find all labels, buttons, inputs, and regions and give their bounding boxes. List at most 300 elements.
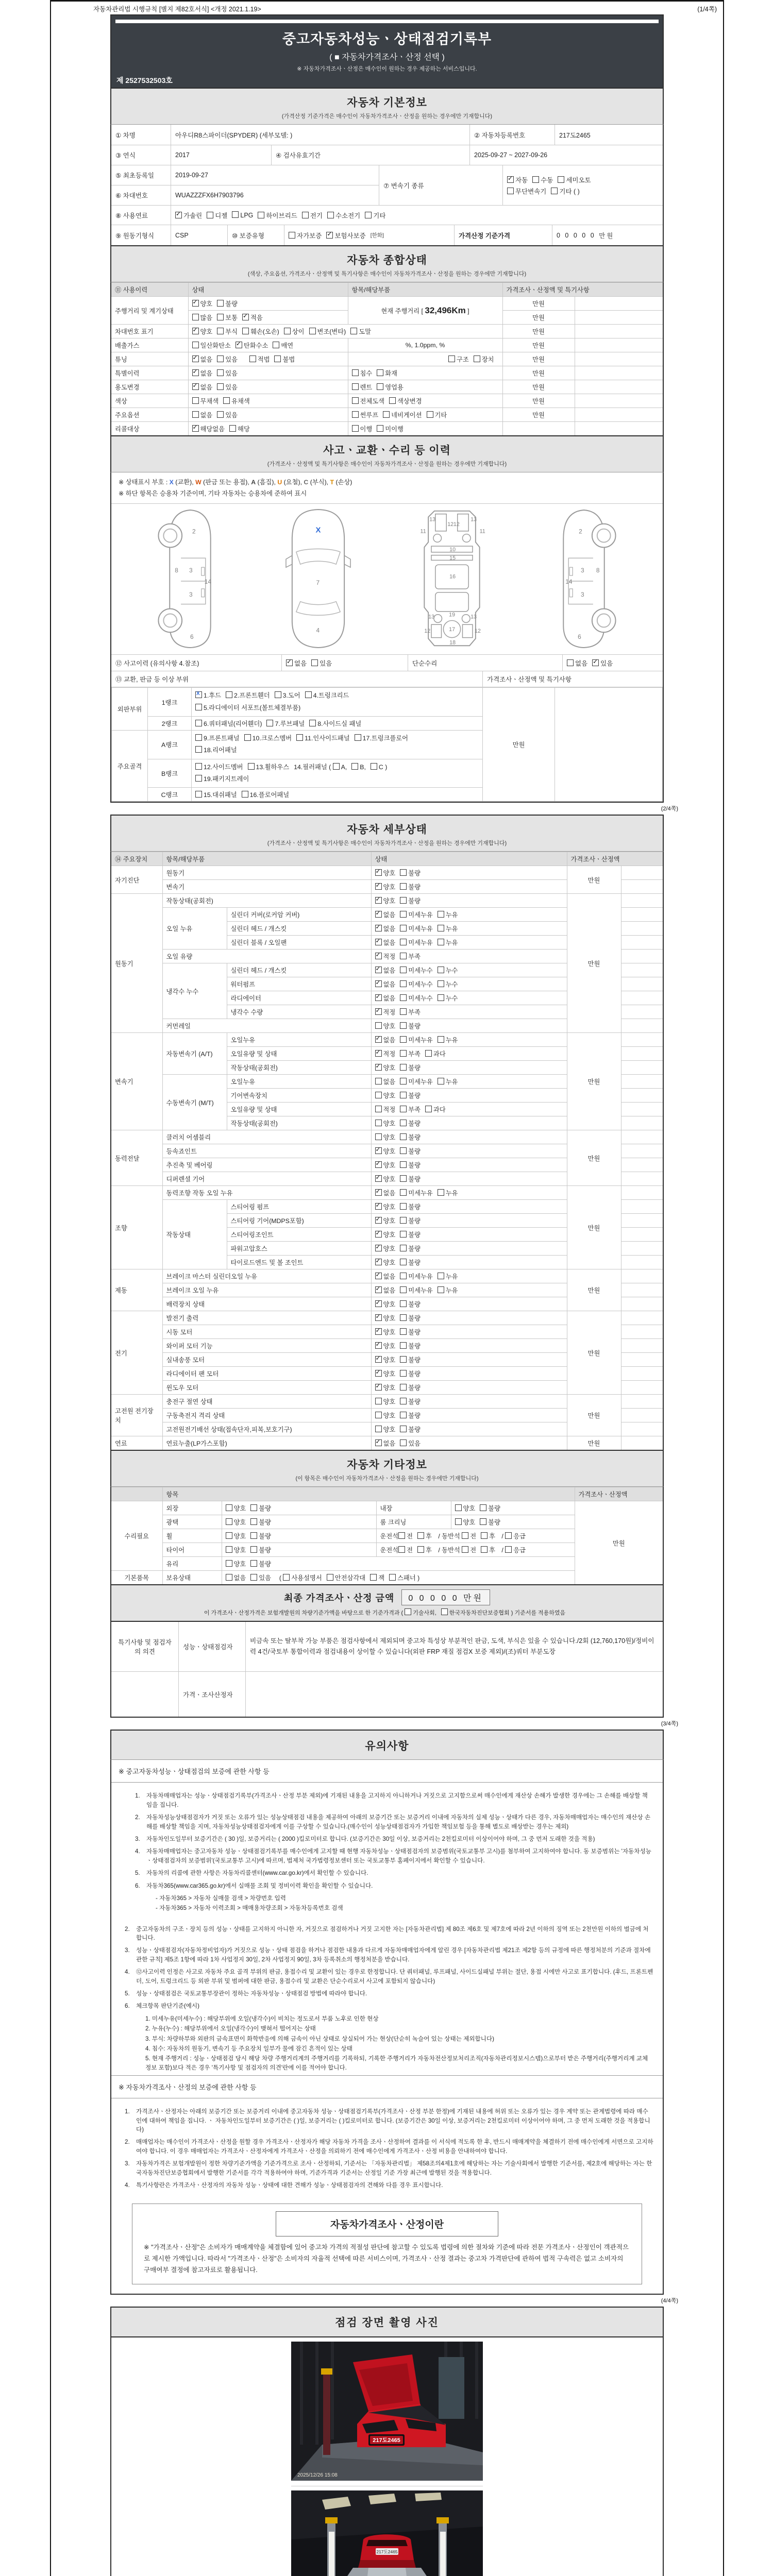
checkbox-option[interactable]: 불량: [400, 1383, 421, 1392]
checkbox-option[interactable]: 기타: [427, 410, 447, 419]
checkbox-option[interactable]: 12.사이드멤버: [195, 761, 243, 773]
checkbox[interactable]: [400, 1426, 407, 1432]
checkbox[interactable]: [192, 369, 199, 376]
checkbox[interactable]: [175, 212, 182, 218]
checkbox-option[interactable]: ✓ 보험사보증: [326, 231, 365, 240]
checkbox-option[interactable]: 있음: [217, 382, 238, 392]
checkbox-option[interactable]: 응급: [505, 1545, 526, 1554]
checkbox[interactable]: [217, 314, 224, 320]
checkbox[interactable]: [375, 1300, 382, 1307]
checkbox[interactable]: [400, 1412, 407, 1418]
checkbox-option[interactable]: 기타 ( ): [551, 187, 579, 196]
checkbox[interactable]: [375, 953, 382, 959]
checkbox[interactable]: [244, 734, 251, 741]
checkbox-option[interactable]: 썬루프: [352, 410, 379, 419]
checkbox[interactable]: [375, 1175, 382, 1182]
checkbox-option[interactable]: 양호: [226, 1559, 246, 1568]
checkbox-option[interactable]: 있음: [250, 1573, 271, 1582]
checkbox-option[interactable]: ✓ 해당없음: [192, 424, 225, 433]
checkbox-option[interactable]: 후: [481, 1545, 495, 1554]
checkbox-option[interactable]: 8.사이드실 패널: [309, 719, 361, 728]
checkbox[interactable]: [400, 1106, 407, 1112]
checkbox-option[interactable]: ✓ 없음: [375, 1272, 396, 1281]
checkbox-option[interactable]: 불량: [400, 1369, 421, 1378]
checkbox[interactable]: [375, 869, 382, 876]
checkbox-option[interactable]: 미세누수: [400, 979, 433, 989]
checkbox-option[interactable]: 영업용: [377, 382, 404, 392]
checkbox[interactable]: [195, 791, 202, 798]
checkbox[interactable]: [400, 1300, 407, 1307]
checkbox[interactable]: [375, 1064, 382, 1071]
checkbox-option[interactable]: 불량: [400, 1411, 421, 1420]
checkbox-option[interactable]: ✓ 양호: [375, 1258, 396, 1267]
checkbox[interactable]: [217, 355, 224, 362]
checkbox[interactable]: [305, 691, 312, 698]
checkbox-option[interactable]: ✓ 탄화수소: [236, 341, 268, 350]
checkbox-option[interactable]: 전체도색: [352, 396, 385, 405]
checkbox-option[interactable]: 9.프론트패널: [195, 733, 240, 744]
checkbox-option[interactable]: 후: [417, 1531, 432, 1540]
checkbox-option[interactable]: 적법: [249, 354, 270, 364]
checkbox-option[interactable]: ✓ 양호: [375, 1369, 396, 1378]
checkbox-option[interactable]: ✓ 적정: [375, 1007, 396, 1016]
checkbox[interactable]: [400, 1328, 407, 1335]
checkbox[interactable]: [481, 1532, 488, 1539]
checkbox-option[interactable]: 무단변속기: [507, 187, 546, 196]
checkbox-option[interactable]: 불량: [250, 1517, 271, 1527]
checkbox[interactable]: [351, 763, 358, 770]
checkbox[interactable]: [375, 1342, 382, 1349]
x-mark-checkbox[interactable]: [195, 691, 202, 698]
checkbox-option[interactable]: 양호: [375, 1411, 396, 1420]
checkbox-option[interactable]: 누유: [438, 910, 458, 919]
checkbox[interactable]: [400, 1356, 407, 1363]
checkbox[interactable]: [289, 232, 295, 239]
checkbox-option[interactable]: 전: [398, 1545, 413, 1554]
checkbox[interactable]: [217, 300, 224, 307]
checkbox-option[interactable]: ✓ 적정: [375, 1049, 396, 1058]
checkbox[interactable]: [266, 720, 273, 726]
checkbox[interactable]: [425, 1050, 432, 1057]
checkbox-option[interactable]: 보통: [217, 313, 238, 322]
checkbox[interactable]: [195, 746, 202, 753]
checkbox-option[interactable]: 전: [462, 1531, 476, 1540]
checkbox-option[interactable]: ✓자동: [507, 175, 528, 184]
checkbox[interactable]: [438, 1286, 444, 1293]
checkbox[interactable]: [377, 425, 383, 432]
checkbox[interactable]: [375, 1273, 382, 1279]
checkbox[interactable]: [462, 1532, 468, 1539]
checkbox-option[interactable]: 미세누유: [400, 1285, 433, 1295]
checkbox[interactable]: [400, 1370, 407, 1377]
checkbox-option[interactable]: 응급: [505, 1531, 526, 1540]
checkbox-option[interactable]: ✓ 없음: [375, 1035, 396, 1044]
checkbox[interactable]: [375, 994, 382, 1001]
checkbox[interactable]: [232, 211, 239, 218]
checkbox[interactable]: [248, 763, 255, 770]
checkbox[interactable]: [249, 355, 256, 362]
checkbox-option[interactable]: 불량: [400, 1021, 421, 1030]
checkbox[interactable]: [383, 411, 390, 418]
checkbox-option[interactable]: 전: [462, 1545, 476, 1554]
checkbox[interactable]: [284, 328, 291, 334]
checkbox[interactable]: [480, 1504, 486, 1511]
checkbox-option[interactable]: 수소전기: [327, 211, 360, 220]
checkbox-option[interactable]: ✓ 양호: [375, 1341, 396, 1350]
checkbox[interactable]: [375, 980, 382, 987]
checkbox[interactable]: [400, 869, 407, 876]
checkbox[interactable]: [400, 980, 407, 987]
checkbox[interactable]: [375, 1147, 382, 1154]
checkbox-option[interactable]: 불량: [480, 1517, 500, 1527]
checkbox[interactable]: [375, 1036, 382, 1043]
checkbox-option[interactable]: 양호: [375, 1132, 396, 1142]
checkbox-option[interactable]: 불량: [400, 1202, 421, 1211]
checkbox[interactable]: [217, 328, 224, 334]
checkbox[interactable]: [375, 1133, 382, 1140]
checkbox[interactable]: [400, 1120, 407, 1126]
checkbox[interactable]: [375, 1384, 382, 1391]
checkbox-option[interactable]: 불법: [274, 354, 295, 364]
checkbox[interactable]: [400, 1245, 407, 1251]
checkbox-option[interactable]: 7.루브패널: [266, 719, 305, 728]
checkbox[interactable]: [352, 411, 359, 418]
checkbox-option[interactable]: 누유: [438, 938, 458, 947]
checkbox[interactable]: [377, 369, 383, 376]
checkbox[interactable]: [455, 1518, 462, 1525]
checkbox-option[interactable]: ✓ 양호: [375, 1146, 396, 1156]
checkbox-option[interactable]: 일산화탄소: [192, 341, 231, 350]
checkbox-option[interactable]: 불량: [400, 1160, 421, 1170]
checkbox[interactable]: [217, 411, 224, 418]
checkbox-option[interactable]: 변조(변타): [309, 327, 346, 336]
checkbox-option[interactable]: 불량: [250, 1559, 271, 1568]
checkbox[interactable]: [226, 1574, 232, 1581]
checkbox-option[interactable]: ✓ 양호: [375, 1299, 396, 1309]
checkbox-option[interactable]: 화재: [377, 368, 397, 378]
checkbox[interactable]: [400, 1384, 407, 1391]
checkbox[interactable]: [223, 397, 230, 404]
checkbox-option[interactable]: 6.쿼터패널(리어휀더): [195, 719, 262, 728]
checkbox-option[interactable]: 적정: [375, 1105, 396, 1114]
checkbox[interactable]: [400, 1342, 407, 1349]
checkbox[interactable]: [400, 925, 407, 931]
checkbox[interactable]: [438, 967, 444, 973]
checkbox[interactable]: [375, 1286, 382, 1293]
checkbox[interactable]: [250, 1532, 257, 1539]
checkbox[interactable]: [405, 1608, 411, 1615]
checkbox[interactable]: [375, 1356, 382, 1363]
checkbox[interactable]: [400, 1189, 407, 1196]
checkbox[interactable]: [532, 176, 539, 183]
checkbox[interactable]: [400, 1036, 407, 1043]
checkbox-option[interactable]: ✓ 없음: [192, 368, 213, 378]
checkbox[interactable]: [505, 1532, 512, 1539]
checkbox[interactable]: [400, 883, 407, 890]
checkbox-option[interactable]: A,: [333, 761, 347, 773]
checkbox[interactable]: [375, 1120, 382, 1126]
checkbox-option[interactable]: 누유: [438, 1272, 458, 1281]
checkbox[interactable]: [438, 911, 444, 918]
checkbox[interactable]: [309, 328, 316, 334]
checkbox[interactable]: [217, 383, 224, 390]
checkbox-option[interactable]: ✓ 양호: [375, 1202, 396, 1211]
checkbox[interactable]: [375, 1161, 382, 1168]
checkbox[interactable]: [258, 212, 264, 218]
checkbox[interactable]: [400, 1175, 407, 1182]
checkbox[interactable]: [192, 300, 199, 307]
checkbox-option[interactable]: 17.트렁크플로어: [355, 733, 408, 744]
checkbox-option[interactable]: 전기: [302, 211, 323, 220]
checkbox-option[interactable]: 양호: [375, 1425, 396, 1434]
checkbox-option[interactable]: ✓양호: [192, 299, 213, 308]
checkbox-option[interactable]: 양호: [375, 1397, 396, 1406]
checkbox-option[interactable]: 없음: [567, 658, 587, 668]
checkbox-option[interactable]: 불량: [400, 1355, 421, 1364]
checkbox[interactable]: [195, 704, 202, 710]
checkbox-option[interactable]: 있음: [217, 354, 238, 364]
checkbox-option[interactable]: 불량: [400, 1063, 421, 1072]
checkbox[interactable]: [400, 994, 407, 1001]
checkbox-option[interactable]: ✓ 없음: [375, 979, 396, 989]
checkbox-option[interactable]: 있음: [217, 410, 238, 419]
checkbox-option[interactable]: 불량: [400, 1146, 421, 1156]
checkbox-option[interactable]: 불량: [400, 1216, 421, 1225]
checkbox-option[interactable]: 불량: [400, 1118, 421, 1128]
checkbox-option[interactable]: 안전삼각대: [327, 1573, 365, 1582]
checkbox-option[interactable]: ✓ 가솔린: [175, 211, 202, 220]
checkbox-option[interactable]: 미세누유: [400, 1077, 433, 1086]
checkbox[interactable]: [352, 425, 359, 432]
checkbox-option[interactable]: 양호: [226, 1531, 246, 1540]
checkbox-option[interactable]: ✓ 있음: [592, 658, 613, 668]
checkbox-option[interactable]: ✓ 양호: [375, 1313, 396, 1323]
checkbox-option[interactable]: 미세누수: [400, 965, 433, 975]
checkbox-option[interactable]: 불량: [250, 1531, 271, 1540]
checkbox-option[interactable]: ✓ 없음: [375, 965, 396, 975]
checkbox[interactable]: [226, 1504, 232, 1511]
checkbox[interactable]: [567, 659, 574, 666]
checkbox[interactable]: [507, 176, 514, 183]
checkbox[interactable]: [375, 1106, 382, 1112]
checkbox[interactable]: [375, 1370, 382, 1377]
checkbox-option[interactable]: 기술사회,: [405, 1608, 436, 1617]
checkbox[interactable]: [226, 691, 232, 698]
checkbox[interactable]: [192, 397, 199, 404]
checkbox[interactable]: [192, 342, 199, 348]
checkbox[interactable]: [400, 1203, 407, 1210]
checkbox[interactable]: [375, 1092, 382, 1098]
checkbox[interactable]: [400, 1161, 407, 1168]
checkbox[interactable]: [398, 1532, 405, 1539]
checkbox-option[interactable]: ✓ 양호: [375, 1355, 396, 1364]
checkbox-option[interactable]: 2.프론트휀더: [226, 690, 270, 702]
checkbox-option[interactable]: 불량: [400, 1132, 421, 1142]
checkbox-option[interactable]: 훼손(오손): [242, 327, 279, 336]
checkbox[interactable]: [192, 355, 199, 362]
checkbox[interactable]: [474, 355, 480, 362]
checkbox[interactable]: [389, 1574, 396, 1581]
checkbox-option[interactable]: 미세누수: [400, 993, 433, 1003]
checkbox-option[interactable]: 누유: [438, 1035, 458, 1044]
checkbox[interactable]: [417, 1546, 424, 1553]
checkbox[interactable]: [375, 1328, 382, 1335]
checkbox-option[interactable]: 15.대쉬패널: [195, 790, 237, 799]
checkbox[interactable]: [296, 734, 303, 741]
checkbox[interactable]: [400, 897, 407, 904]
checkbox[interactable]: [192, 328, 199, 334]
checkbox-option[interactable]: 부족: [400, 1007, 421, 1016]
checkbox[interactable]: [375, 1231, 382, 1238]
checkbox-option[interactable]: 불량: [217, 299, 238, 308]
checkbox-option[interactable]: 불량: [400, 1230, 421, 1239]
checkbox-option[interactable]: 4.트렁크리드: [305, 690, 349, 702]
checkbox[interactable]: [438, 1078, 444, 1084]
checkbox-option[interactable]: 사용설명서: [283, 1573, 322, 1582]
checkbox-option[interactable]: 불량: [400, 882, 421, 891]
checkbox-option[interactable]: 부족: [400, 1105, 421, 1114]
checkbox-option[interactable]: 후: [417, 1545, 432, 1554]
checkbox[interactable]: [551, 188, 558, 194]
checkbox-option[interactable]: ✓ 없음: [375, 1285, 396, 1295]
checkbox-option[interactable]: ✓ 양호: [375, 1174, 396, 1183]
checkbox-option[interactable]: ✓ 양호: [375, 1063, 396, 1072]
checkbox[interactable]: [274, 355, 281, 362]
checkbox-option[interactable]: ✓ 양호: [375, 1216, 396, 1225]
checkbox[interactable]: [400, 1022, 407, 1029]
checkbox[interactable]: [375, 1398, 382, 1404]
checkbox[interactable]: [400, 1133, 407, 1140]
checkbox[interactable]: [558, 176, 564, 183]
checkbox-option[interactable]: ✓ 없음: [286, 658, 307, 668]
checkbox[interactable]: [375, 1426, 382, 1432]
checkbox[interactable]: [352, 369, 359, 376]
checkbox[interactable]: [192, 411, 199, 418]
checkbox-option[interactable]: 미세누유: [400, 1035, 433, 1044]
checkbox[interactable]: [481, 1546, 488, 1553]
checkbox[interactable]: [375, 1259, 382, 1265]
checkbox-option[interactable]: 불량: [480, 1503, 500, 1513]
checkbox-option[interactable]: 불량: [400, 1299, 421, 1309]
checkbox[interactable]: [242, 314, 249, 320]
checkbox[interactable]: [400, 1314, 407, 1321]
checkbox-option[interactable]: ✓ 없음: [375, 924, 396, 933]
checkbox[interactable]: [400, 939, 407, 945]
checkbox-option[interactable]: 누유: [438, 1285, 458, 1295]
checkbox-option[interactable]: 불량: [400, 896, 421, 905]
checkbox-option[interactable]: 11.인사이드패널: [296, 733, 349, 744]
checkbox[interactable]: [365, 212, 372, 218]
checkbox-option[interactable]: 스패너 ): [389, 1573, 419, 1582]
checkbox-option[interactable]: C ): [371, 761, 387, 773]
checkbox[interactable]: [283, 1574, 290, 1581]
checkbox-option[interactable]: 이행: [352, 424, 373, 433]
checkbox-option[interactable]: 불량: [250, 1503, 271, 1513]
checkbox[interactable]: [370, 1574, 377, 1581]
checkbox-option[interactable]: 없음: [192, 410, 213, 419]
checkbox-option[interactable]: ✓ 양호: [375, 896, 396, 905]
checkbox[interactable]: [375, 1078, 382, 1084]
checkbox[interactable]: [438, 994, 444, 1001]
checkbox[interactable]: [400, 1008, 407, 1015]
checkbox[interactable]: [400, 1231, 407, 1238]
checkbox[interactable]: [226, 1532, 232, 1539]
checkbox[interactable]: [505, 1546, 512, 1553]
checkbox[interactable]: [438, 980, 444, 987]
checkbox[interactable]: [398, 1546, 405, 1553]
checkbox-option[interactable]: 렌트: [352, 382, 373, 392]
checkbox-option[interactable]: 많음: [192, 313, 213, 322]
checkbox-option[interactable]: 누수: [438, 965, 458, 975]
checkbox[interactable]: [302, 212, 309, 218]
checkbox[interactable]: [250, 1504, 257, 1511]
checkbox[interactable]: [425, 1106, 432, 1112]
checkbox-option[interactable]: 5.라디에이터 서포트(볼트체결부품): [195, 702, 300, 714]
checkbox[interactable]: [375, 1245, 382, 1251]
checkbox-option[interactable]: X1.후드: [195, 690, 221, 702]
checkbox-option[interactable]: ✓ 없음: [375, 993, 396, 1003]
checkbox[interactable]: [400, 1092, 407, 1098]
checkbox[interactable]: [309, 720, 316, 726]
checkbox-option[interactable]: ✓ 양호: [192, 327, 213, 336]
checkbox[interactable]: [438, 1273, 444, 1279]
checkbox-option[interactable]: 양호: [375, 1021, 396, 1030]
checkbox-option[interactable]: 누수: [438, 993, 458, 1003]
checkbox-option[interactable]: 13.휠하우스: [248, 761, 290, 773]
checkbox[interactable]: [375, 939, 382, 945]
checkbox-option[interactable]: 없음: [226, 1573, 246, 1582]
checkbox[interactable]: [326, 232, 333, 239]
checkbox[interactable]: [195, 775, 202, 782]
checkbox-option[interactable]: 없음: [375, 1077, 396, 1086]
checkbox-option[interactable]: 침수: [352, 368, 373, 378]
checkbox-option[interactable]: 불량: [400, 1258, 421, 1267]
checkbox[interactable]: [226, 1546, 232, 1553]
checkbox-option[interactable]: ✓ 양호: [375, 1230, 396, 1239]
checkbox[interactable]: [217, 369, 224, 376]
checkbox-option[interactable]: 불량: [400, 1244, 421, 1253]
checkbox[interactable]: [275, 691, 281, 698]
checkbox-option[interactable]: 불량: [400, 1425, 421, 1434]
checkbox[interactable]: [375, 1439, 382, 1446]
checkbox-option[interactable]: 도말: [350, 327, 371, 336]
checkbox[interactable]: [480, 1518, 486, 1525]
checkbox-option[interactable]: 16.플로어패널: [242, 790, 290, 799]
checkbox-option[interactable]: ✓ 양호: [375, 868, 396, 877]
checkbox[interactable]: [400, 967, 407, 973]
checkbox[interactable]: [375, 1022, 382, 1029]
checkbox-option[interactable]: 미세누유: [400, 924, 433, 933]
checkbox[interactable]: [438, 1036, 444, 1043]
checkbox-option[interactable]: ✓ 없음: [375, 938, 396, 947]
checkbox[interactable]: [250, 1574, 257, 1581]
checkbox-option[interactable]: 미세누유: [400, 938, 433, 947]
checkbox[interactable]: [462, 1546, 468, 1553]
checkbox-option[interactable]: 불량: [400, 1174, 421, 1183]
checkbox-option[interactable]: 과다: [425, 1049, 446, 1058]
checkbox-option[interactable]: 한국자동차진단보증협회 ) 기준서를 적용하였음: [441, 1608, 565, 1617]
checkbox[interactable]: [375, 1050, 382, 1057]
checkbox[interactable]: [400, 1439, 407, 1446]
checkbox-option[interactable]: ✓ 양호: [375, 1160, 396, 1170]
checkbox[interactable]: [327, 212, 334, 218]
checkbox-option[interactable]: ✓ 없음: [375, 1438, 396, 1448]
checkbox[interactable]: [250, 1546, 257, 1553]
checkbox-option[interactable]: 양호: [226, 1517, 246, 1527]
checkbox[interactable]: [400, 1050, 407, 1057]
checkbox-option[interactable]: 불량: [250, 1545, 271, 1554]
checkbox[interactable]: [250, 1560, 257, 1567]
